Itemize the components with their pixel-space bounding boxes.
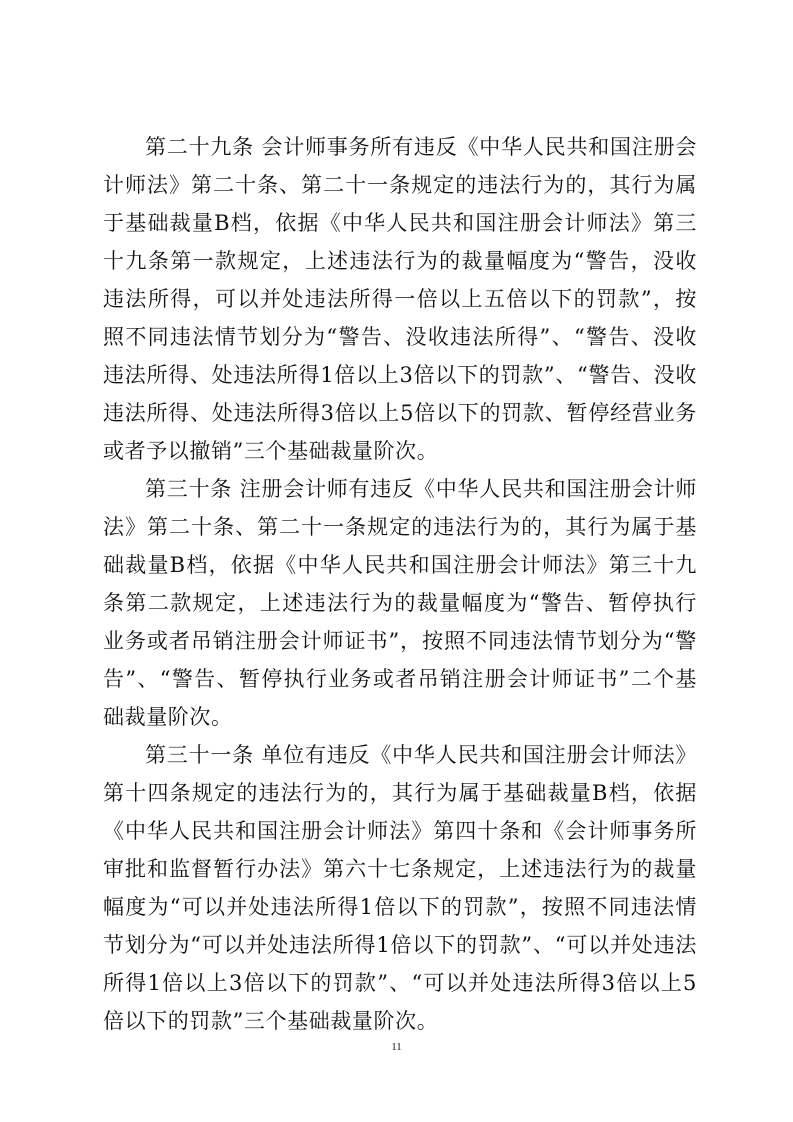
article-29-paragraph: 第二十九条 会计师事务所有违反《中华人民共和国注册会计师法》第二十条、第二十一条规定的违法行为的，其行为属于基础裁量B档，依据《中华人民共和国注册会计师法》第三十九条第一款规定，上述违法行为的裁量幅度为“警告，没收违法所得，可以并处违法所得一倍以上五倍以下的罚款”，按照不同违法情节划分为“警告、没收违法所得”、“警告、没收违法所得、处违法所得1倍以上3倍以下的罚款”、“警告、没收违法所得、处违法所得3倍以上5倍以下的罚款、暂停经营业务或者予以撤销”三个基础裁量阶次。: [103, 135, 697, 463]
document-body: [103, 128, 697, 1040]
article-30-paragraph: 第三十条 注册会计师有违反《中华人民共和国注册会计师法》第二十条、第二十一条规定的违法行为的，其行为属于基础裁量B档，依据《中华人民共和国注册会计师法》第三十九条第二款规定，上述违法行为的裁量幅度为“警告、暂停执行业务或者吊销注册会计师证书”，按照不同违法情节划分为“警告”、“警告、暂停执行业务或者吊销注册会计师证书”二个基础裁量阶次。: [103, 477, 697, 729]
article-31-paragraph: 第三十一条 单位有违反《中华人民共和国注册会计师法》第十四条规定的违法行为的，其行为属于基础裁量B档，依据《中华人民共和国注册会计师法》第四十条和《会计师事务所审批和监督暂行办法》第六十七条规定，上述违法行为的裁量幅度为“可以并处违法所得1倍以下的罚款”，按照不同违法情节划分为“可以并处违法所得1倍以下的罚款”、“可以并处违法所得1倍以上3倍以下的罚款”、“可以并处违法所得3倍以上5倍以下的罚款”三个基础裁量阶次。: [103, 743, 697, 1033]
page-number: 11: [391, 1041, 402, 1053]
